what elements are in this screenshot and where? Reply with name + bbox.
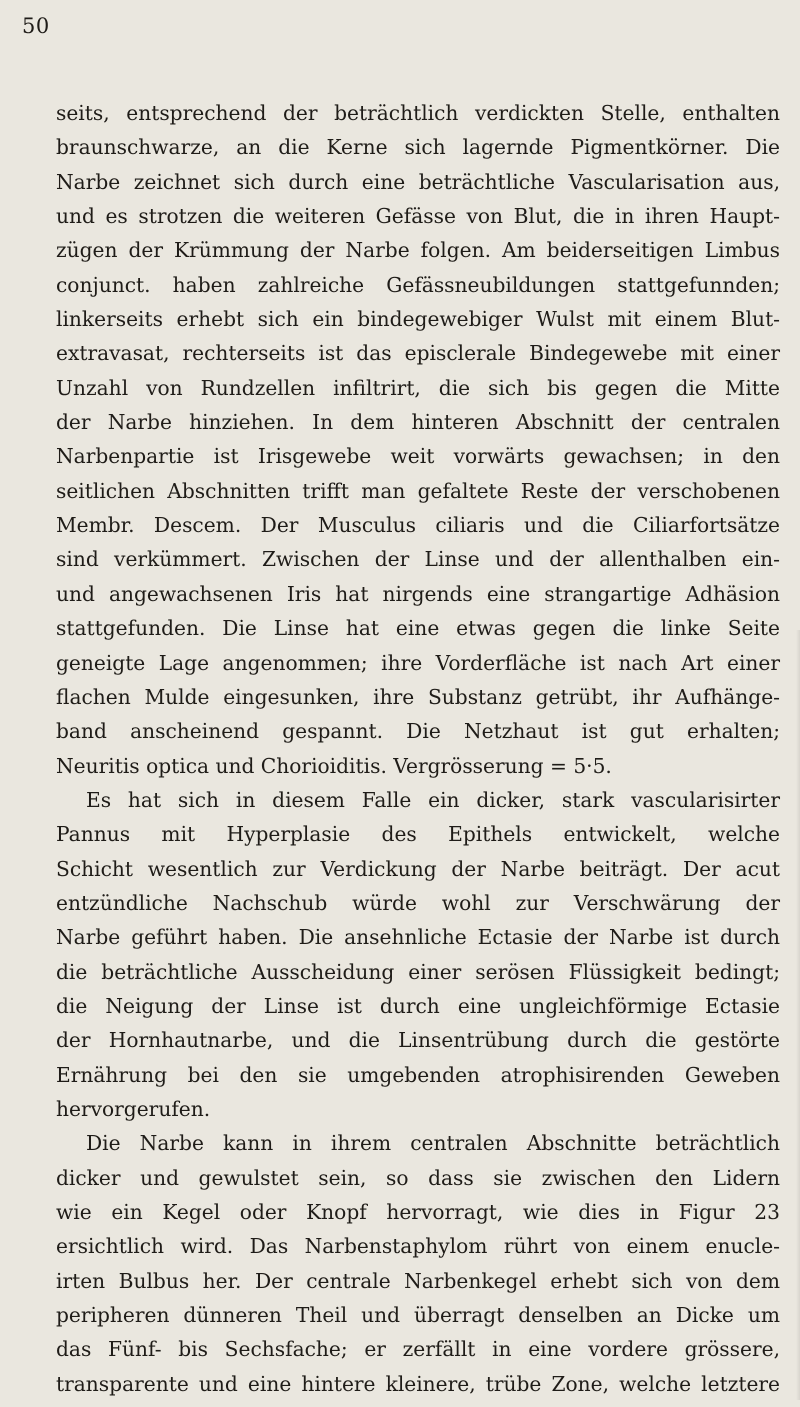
text-line: entzündliche Nachschub würde wohl zur Verschwärung der bbox=[56, 890, 780, 915]
text-line: die beträchtliche Ausscheidung einer serösen Flüssigkeit bedingt; bbox=[56, 959, 780, 984]
text-line: seitlichen Abschnitten trifft man gefaltete Reste der verschobenen bbox=[56, 478, 780, 503]
text-line: flachen Mulde eingesunken, ihre Substanz getrübt, ihr Aufhänge- bbox=[56, 684, 780, 709]
text-line: und angewachsenen Iris hat nirgends eine strangartige Adhäsion bbox=[56, 581, 780, 606]
text-line: stattgefunden. Die Linse hat eine etwas gegen die linke Seite bbox=[56, 616, 780, 641]
text-line: braunschwarze, an die Kerne sich lagernde Pigmentkörner. Die bbox=[56, 135, 780, 160]
text-line: Schicht wesentlich zur Verdickung der Narbe beiträgt. Der acut bbox=[56, 856, 780, 881]
body-text bbox=[56, 96, 780, 1401]
text-line: die Neigung der Linse ist durch eine ungleichförmige Ectasie bbox=[56, 993, 780, 1018]
text-line: geneigte Lage angenommen; ihre Vorderfläche ist nach Art einer bbox=[56, 650, 780, 675]
text-line: und es strotzen die weiteren Gefässe von Blut, die in ihren Haupt- bbox=[56, 204, 780, 229]
text-line: band anscheinend gespannt. Die Netzhaut ist gut erhalten; bbox=[56, 719, 780, 744]
page-edge-shadow bbox=[796, 630, 800, 1400]
text-line: extravasat, rechterseits ist das episclerale Bindegewebe mit einer bbox=[56, 341, 780, 366]
text-line: Narbenpartie ist Irisgewebe weit vorwärts gewachsen; in den bbox=[56, 444, 780, 469]
text-line: zügen der Krümmung der Narbe folgen. Am beiderseitigen Limbus bbox=[56, 238, 780, 263]
text-line: Neuritis optica und Chorioiditis. Vergrösserung = 5·5. bbox=[56, 753, 612, 778]
text-line: peripheren dünneren Theil und überragt denselben an Dicke um bbox=[56, 1303, 780, 1328]
text-line: Es hat sich in diesem Falle ein dicker, stark vascularisirter bbox=[86, 787, 780, 812]
page-number: 50 bbox=[22, 14, 50, 38]
text-line: Die Narbe kann in ihrem centralen Abschnitte beträchtlich bbox=[86, 1131, 780, 1156]
text-line: Narbe geführt haben. Die ansehnliche Ectasie der Narbe ist durch bbox=[56, 925, 780, 950]
text-line: das Fünf- bis Sechsfache; er zerfällt in eine vordere grössere, bbox=[56, 1337, 780, 1362]
text-line: conjunct. haben zahlreiche Gefässneubildungen stattgefunnden; bbox=[56, 272, 780, 297]
text-line: linkerseits erhebt sich ein bindegewebiger Wulst mit einem Blut- bbox=[56, 307, 780, 332]
text-line: der Hornhautnarbe, und die Linsentrübung durch die gestörte bbox=[56, 1028, 780, 1053]
text-line: Ernährung bei den sie umgebenden atrophisirenden Geweben bbox=[56, 1062, 780, 1087]
text-line: der Narbe hinziehen. In dem hinteren Abschnitt der centralen bbox=[56, 410, 780, 435]
text-line: Pannus mit Hyperplasie des Epithels entwickelt, welche bbox=[56, 822, 780, 847]
text-line: Membr. Descem. Der Musculus ciliaris und die Ciliarfortsätze bbox=[56, 513, 780, 538]
text-line: wie ein Kegel oder Knopf hervorragt, wie dies in Figur 23 bbox=[56, 1200, 780, 1224]
text-line: transparente und eine hintere kleinere, trübe Zone, welche letztere bbox=[56, 1371, 780, 1396]
text-line: Unzahl von Rundzellen infiltrirt, die sich bis gegen die Mitte bbox=[56, 375, 780, 400]
text-line: dicker und gewulstet sein, so dass sie zwischen den Lidern bbox=[56, 1165, 780, 1190]
text-line: ersichtlich wird. Das Narbenstaphylom rührt von einem enucle- bbox=[56, 1234, 780, 1259]
text-line: seits, entsprechend der beträchtlich verdickten Stelle, enthalten bbox=[56, 101, 780, 125]
text-line: hervorgerufen. bbox=[56, 1096, 211, 1121]
text-line: sind verkümmert. Zwischen der Linse und der allenthalben ein- bbox=[56, 547, 780, 572]
text-line: Narbe zeichnet sich durch eine beträchtliche Vascularisation aus, bbox=[56, 169, 780, 194]
text-line: irten Bulbus her. Der centrale Narbenkegel erhebt sich von dem bbox=[56, 1268, 780, 1293]
